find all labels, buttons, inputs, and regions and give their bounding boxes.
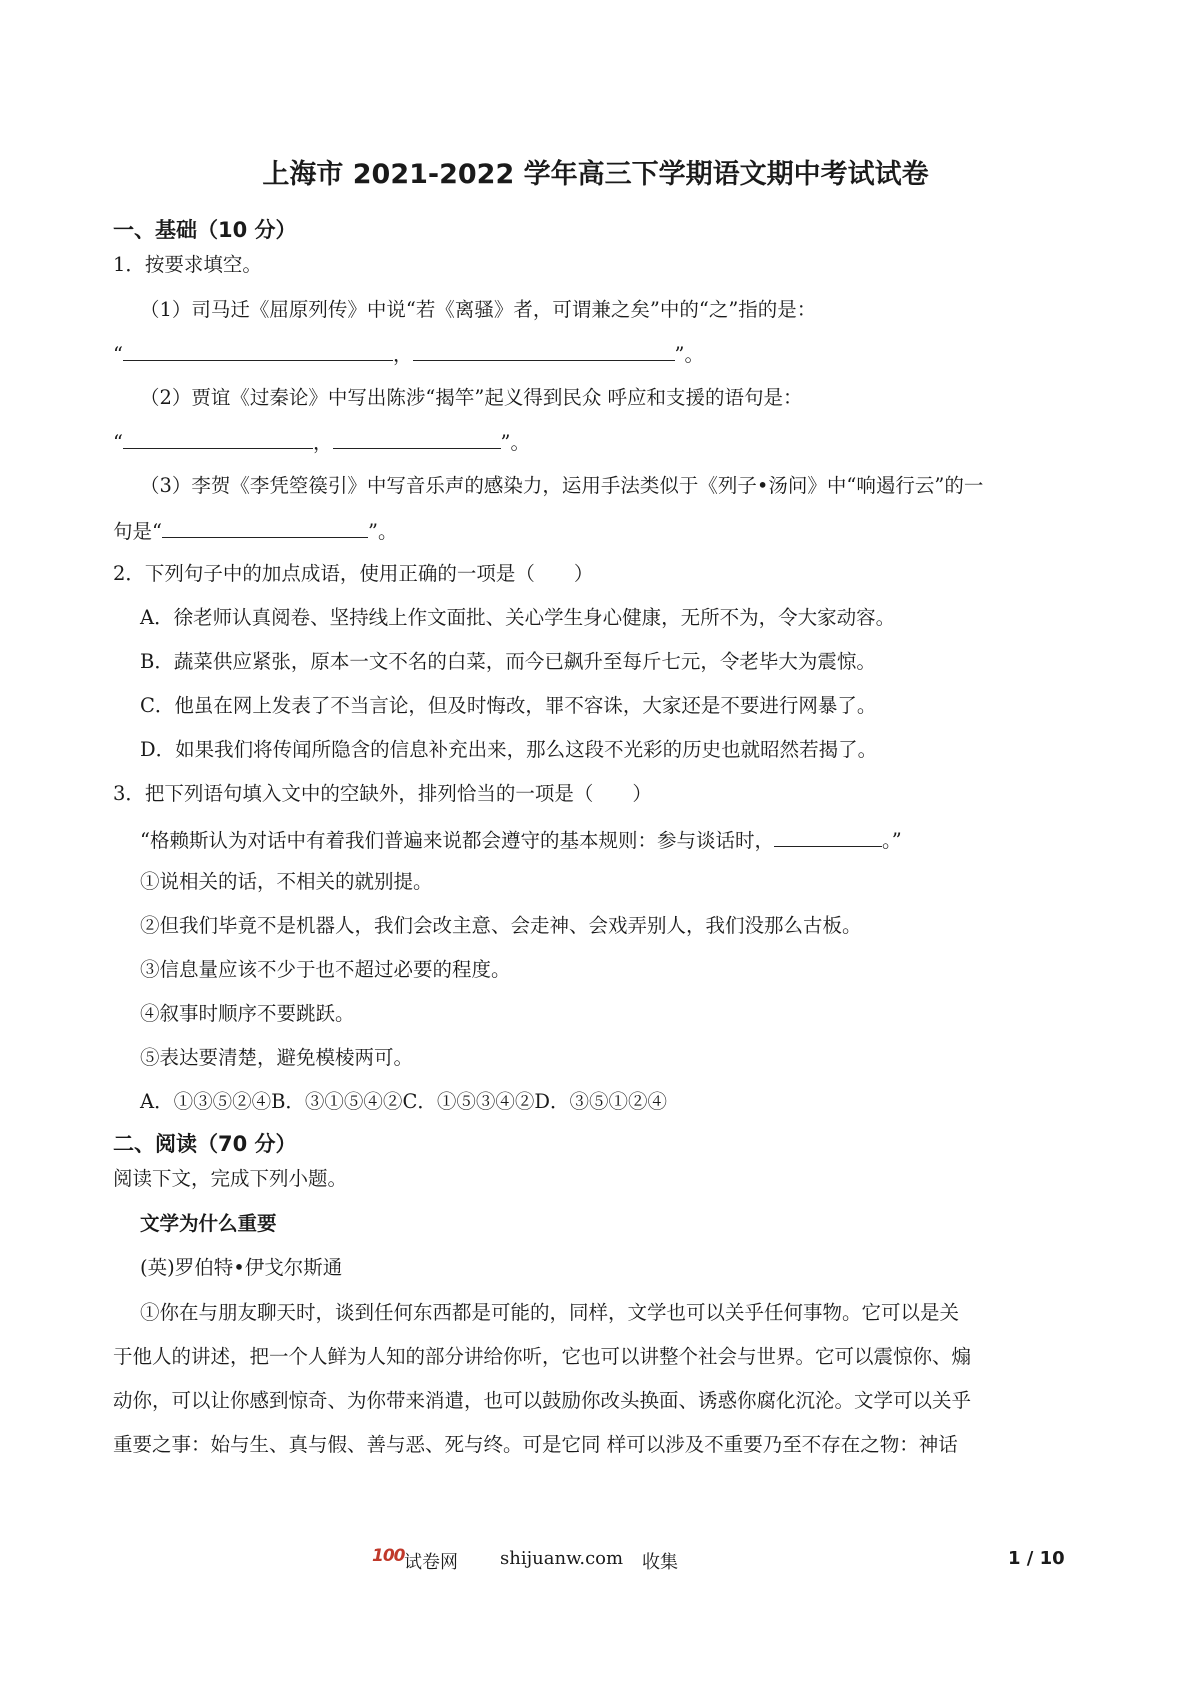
question-3-item-1: ①说相关的话，不相关的就别提。 [140,870,433,893]
essay-paragraph-line: 于他人的讲述，把一个人鲜为人知的部分讲给你听，它也可以讲整个社会与世界。它可以震惊你、煽 [113,1345,972,1368]
section-heading-basics: 一、基础（10 分） [113,218,297,242]
question-3-quote [140,826,902,852]
essay-paragraph-line: 动你，可以让你感到惊奇、为你带来消遣，也可以鼓励你改头换面、诱惑你腐化沉沦。文学可以关乎 [113,1389,972,1412]
section-heading-reading: 二、阅读（70 分） [113,1132,297,1156]
question-3-item-4: ④叙事时顺序不要跳跃。 [140,1002,355,1025]
choice-b: B．③①⑤④② [271,1090,403,1113]
choice-a: A．①③⑤②④ [140,1090,272,1113]
question-1-sub-1: （1）司马迁《屈原列传》中说“若《离骚》者，可谓兼之矣”中的“之”指的是： [140,298,817,321]
question-3-quote-start: “格赖斯认为对话中有着我们普遍来说都会遵守的基本规则：参与谈话时， [140,829,774,852]
answer-blank [123,428,313,449]
question-3-item-3: ③信息量应该不少于也不超过必要的程度。 [140,958,511,981]
question-1-sub-2: （2）贾谊《过秦论》中写出陈涉“揭竿”起义得到民众 呼应和支援的语句是： [140,386,803,409]
question-1-sub-3: （3）李贺《李凭箜篌引》中写音乐声的感染力，运用手法类似于《列子•汤问》中“响遏行云”的一 [140,474,984,497]
answer-blank [413,340,675,361]
site-logo: 100 [372,1546,405,1566]
question-2-stem: 2．下列句子中的加点成语，使用正确的一项是（ ） [113,562,594,585]
question-1-sub-1-blanks: “ ， ”。 [113,340,704,366]
essay-title: 文学为什么重要 [140,1212,277,1235]
footer-site-name: 试卷网 [404,1552,458,1573]
answer-blank [333,428,501,449]
question-3-choices [140,1090,667,1113]
choice-c: C．①⑤③④② [402,1090,535,1113]
question-3-item-5: ⑤表达要清楚，避免模棱两可。 [140,1046,414,1069]
question-3-stem: 3．把下列语句填入文中的空缺外，排列恰当的一项是（ ） [113,782,652,805]
choice-d: D．③⑤①②④ [534,1090,667,1113]
question-2-option-b: B．蔬菜供应紧张，原本一文不名的白菜，而今已飙升至每斤七元，令老毕大为震惊。 [140,650,876,673]
question-1-stem: 1．按要求填空。 [113,253,262,276]
footer-url: shijuanw.com [500,1548,624,1569]
footer-collect: 收集 [642,1552,678,1573]
question-1-sub-3-prefix: 句是“ [113,520,162,543]
question-3-quote-end: 。” [881,829,902,852]
answer-blank [123,340,393,361]
question-3-item-2: ②但我们毕竟不是机器人，我们会改主意、会走神、会戏弄别人，我们没那么古板。 [140,914,862,937]
essay-paragraph-line: ①你在与朋友聊天时，谈到任何东西都是可能的，同样，文学也可以关乎任何事物。它可以是关 [140,1301,960,1324]
question-2-option-c: C．他虽在网上发表了不当言论，但及时悔改，罪不容诛，大家还是不要进行网暴了。 [140,694,877,717]
essay-author: (英)罗伯特•伊戈尔斯通 [140,1256,343,1279]
question-1-sub-2-blanks: “ ， ”。 [113,428,530,454]
answer-blank [162,517,368,538]
question-2-option-d: D．如果我们将传闻所隐含的信息补充出来，那么这段不光彩的历史也就昭然若揭了。 [140,738,878,761]
page-title: 上海市 2021-2022 学年高三下学期语文期中考试试卷 [262,159,929,190]
page-number: 1 / 10 [1008,1548,1065,1569]
answer-blank [774,826,882,847]
reading-instruction: 阅读下文，完成下列小题。 [113,1167,348,1190]
question-1-sub-3-blank-line: 句是“ ”。 [113,517,397,543]
question-2-option-a: A．徐老师认真阅卷、坚持线上作文面批、关心学生身心健康，无所不为，令大家动容。 [140,606,896,629]
essay-paragraph-line: 重要之事：始与生、真与假、善与恶、死与终。可是它同 样可以涉及不重要乃至不存在之物：神话 [113,1433,958,1456]
